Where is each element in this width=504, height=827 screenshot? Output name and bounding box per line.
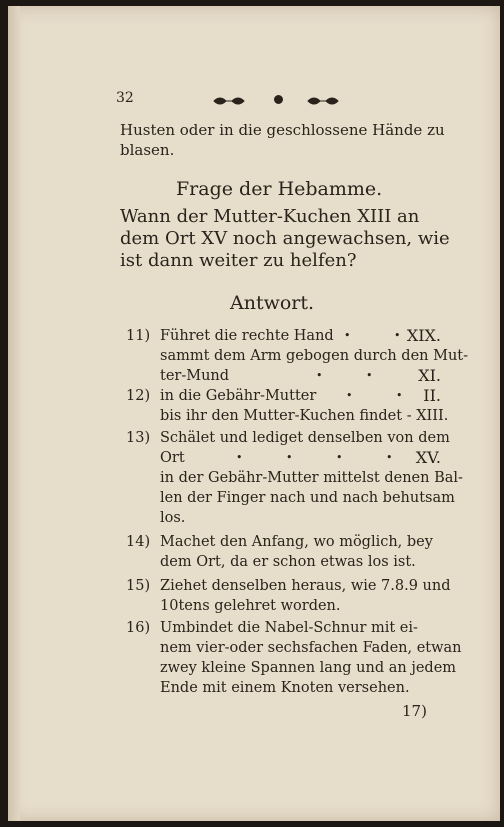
- item-reference: XIX.: [406, 326, 441, 345]
- book-page: [8, 6, 500, 821]
- item-text: Ziehet denselben heraus, wie 7.8.9 und: [160, 578, 451, 594]
- item-line: in der Gebähr-Mutter mittelst denen Bal-: [160, 470, 463, 486]
- list-item: [126, 618, 462, 698]
- catchword: 17): [402, 702, 427, 720]
- item-line: sammt dem Arm gebogen durch den Mut-: [160, 348, 469, 364]
- page-gutter: [8, 6, 20, 821]
- ornament-icon: [306, 94, 340, 108]
- item-number: 16): [126, 620, 151, 636]
- question-line: Wann der Mutter-Kuchen XIII an: [120, 206, 420, 227]
- item-line: ter-Mund: [160, 368, 230, 384]
- item-reference: II.: [423, 386, 441, 405]
- ornament-dot-icon: [274, 95, 283, 104]
- item-reference: XI.: [418, 366, 441, 385]
- intro-line: blasen.: [120, 141, 175, 159]
- item-line: 10tens gelehret worden.: [160, 598, 341, 614]
- item-text: Führet die rechte Hand: [160, 328, 334, 344]
- item-text: Machet den Anfang, wo möglich, bey: [160, 534, 433, 550]
- list-item: [126, 428, 463, 528]
- intro-text: [120, 120, 445, 160]
- item-number: 14): [126, 534, 151, 550]
- item-line: nem vier-oder sechsfachen Faden, etwan: [160, 640, 462, 656]
- intro-line: Husten oder in die geschlossene Hände zu: [120, 121, 445, 139]
- leader-dots: • •: [346, 389, 423, 402]
- page-header: [116, 90, 376, 110]
- list-item: [126, 326, 469, 386]
- list-item: [126, 576, 451, 616]
- item-text: in die Gebähr-Mutter: [160, 388, 317, 404]
- section-heading: Frage der Hebamme.: [176, 178, 383, 200]
- leader-dots: • •: [316, 369, 393, 382]
- item-line: Ort: [160, 450, 185, 466]
- item-reference: XV.: [415, 448, 441, 467]
- page-number: 32: [116, 90, 134, 106]
- answer-heading: Antwort.: [230, 292, 315, 314]
- item-line: Ende mit einem Knoten versehen.: [160, 680, 410, 696]
- item-number: 13): [126, 430, 151, 446]
- question-text: [120, 206, 450, 272]
- item-line: bis ihr den Mutter-Kuchen findet - XIII.: [160, 408, 449, 424]
- item-number: 12): [126, 388, 151, 404]
- item-text: Schälet und lediget denselben von dem: [160, 430, 450, 446]
- item-number: 11): [126, 328, 151, 344]
- question-line: dem Ort XV noch angewachsen, wie: [120, 228, 450, 249]
- item-line: dem Ort, da er schon etwas los ist.: [160, 554, 416, 570]
- item-line: zwey kleine Spannen lang und an jedem: [160, 660, 457, 676]
- item-line: len der Finger nach und nach behutsam: [160, 490, 455, 506]
- item-text: Umbindet die Nabel-Schnur mit ei-: [160, 620, 418, 636]
- question-line: ist dann weiter zu helfen?: [120, 250, 357, 271]
- item-number: 15): [126, 578, 151, 594]
- list-item: [126, 532, 441, 572]
- ornament-icon: [212, 94, 246, 108]
- leader-dots: • • • •: [236, 451, 413, 464]
- item-line: los.: [160, 510, 186, 526]
- list-item: [126, 386, 449, 426]
- leader-dots: • •: [344, 329, 421, 342]
